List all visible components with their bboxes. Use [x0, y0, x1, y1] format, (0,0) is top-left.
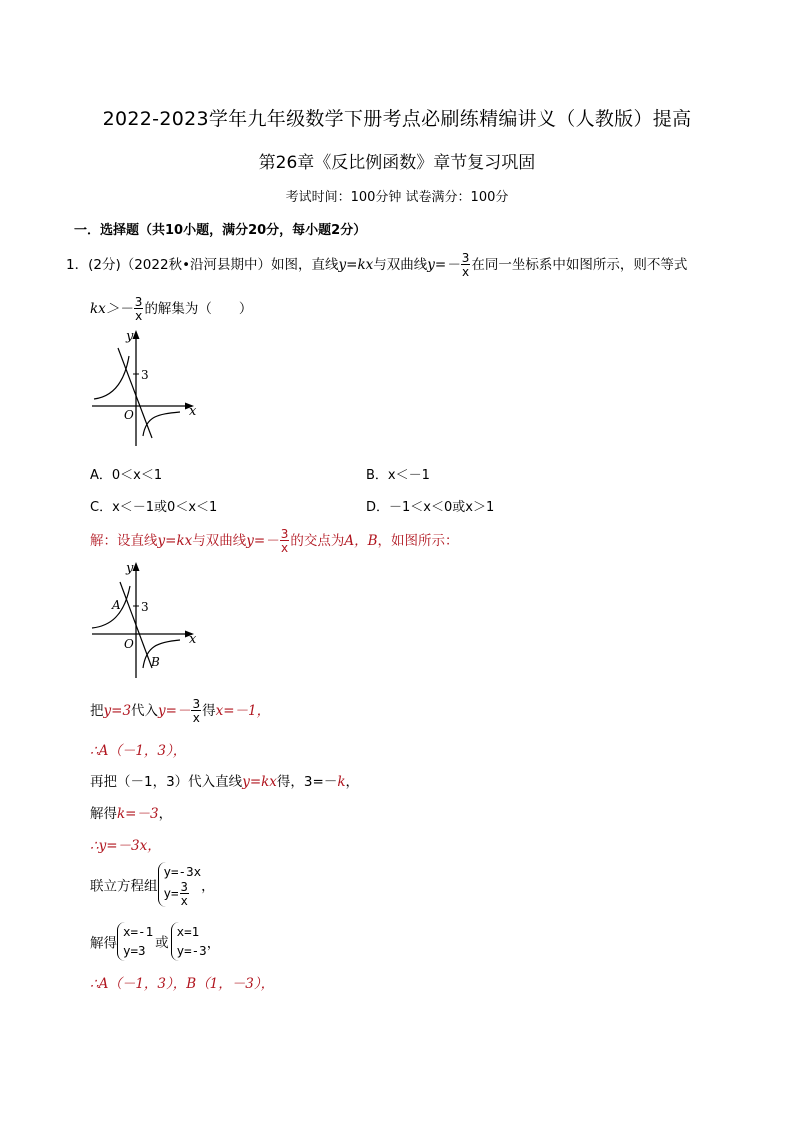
y-axis-arrow [133, 562, 140, 571]
option-d[interactable]: D．－1＜x＜0或x＞1 [366, 500, 495, 515]
question-1-inequality: kx＞－ $\frac{3}{x}$ 的解集为（ ） [90, 295, 253, 323]
fraction: $\frac{3}{x}$ [180, 880, 188, 909]
y-label: y [126, 561, 134, 576]
solution-step-6: 联立方程组 y=-3x y= $\frac{3}{x}$ ， [90, 864, 215, 909]
fraction: $\frac{3}{x}$ [134, 295, 143, 323]
hyperbola-branch-right [143, 412, 180, 436]
y-label: y [126, 329, 134, 344]
section-heading: 一．选择题（共10小题，满分20分，每小题2分） [74, 223, 367, 238]
solution-graph [88, 558, 200, 682]
fraction: $\frac{3}{x}$ [461, 251, 470, 279]
tick-3-label: 3 [141, 600, 149, 614]
chapter-title: 第26章《反比例函数》章节复习巩固 [258, 153, 536, 173]
solution-step-7: 解得 x=-1 y=3 或 x=1 y=-3 ， [90, 922, 220, 961]
tick-3-label: 3 [141, 368, 149, 382]
origin-label: O [124, 408, 134, 422]
solution-step-4: 解得k=－3， [90, 806, 173, 822]
hyperbola-branch-right [143, 640, 180, 668]
solution-line-1: 解：设直线y=kx与双曲线y=－ $\frac{3}{x}$ 的交点为A，B，如图所示： [90, 527, 459, 555]
solution-step-5: ∴y=－3x， [90, 838, 161, 854]
point-a-label: A [112, 598, 121, 612]
exam-info: 考试时间：100分钟 试卷满分：100分 [285, 190, 509, 205]
solution-step-2: ∴A（－1，3）， [90, 743, 187, 759]
fraction: $\frac{3}{x}$ [280, 527, 289, 555]
option-a[interactable]: A．0＜x＜1 [90, 468, 163, 483]
question-1-stem: 1．(2分)（2022秋•沿河县期中）如图，直线y=kx与双曲线y=－ $\frac{3}{x}$ 在同一坐标系中如图所示，则不等式 [66, 251, 688, 279]
option-b[interactable]: B．x＜－1 [366, 468, 430, 483]
document-title: 2022-2023学年九年级数学下册考点必刷练精编讲义（人教版）提高 [102, 108, 692, 130]
x-label: x [189, 632, 197, 647]
solution-step-1: 把y=3代入y=－ $\frac{3}{x}$ 得x=－1， [90, 697, 271, 725]
point-b-label: B [151, 655, 160, 669]
question-1-graph [88, 326, 200, 450]
solution-system-2: x=1 y=-3 [171, 922, 207, 961]
x-label: x [189, 404, 197, 419]
line-y-kx [118, 348, 152, 438]
solution-system-1: x=-1 y=3 [117, 922, 153, 961]
equation-system: y=-3x y= $\frac{3}{x}$ [158, 862, 202, 907]
fraction: $\frac{3}{x}$ [192, 697, 201, 725]
y-axis-arrow [133, 330, 140, 339]
option-c[interactable]: C．x＜－1或0＜x＜1 [90, 500, 218, 515]
origin-label: O [124, 637, 134, 651]
solution-step-3: 再把（－1，3）代入直线y=kx得，3=－k， [90, 774, 360, 790]
solution-step-8: ∴A（－1，3），B（1，－3）， [90, 976, 275, 992]
